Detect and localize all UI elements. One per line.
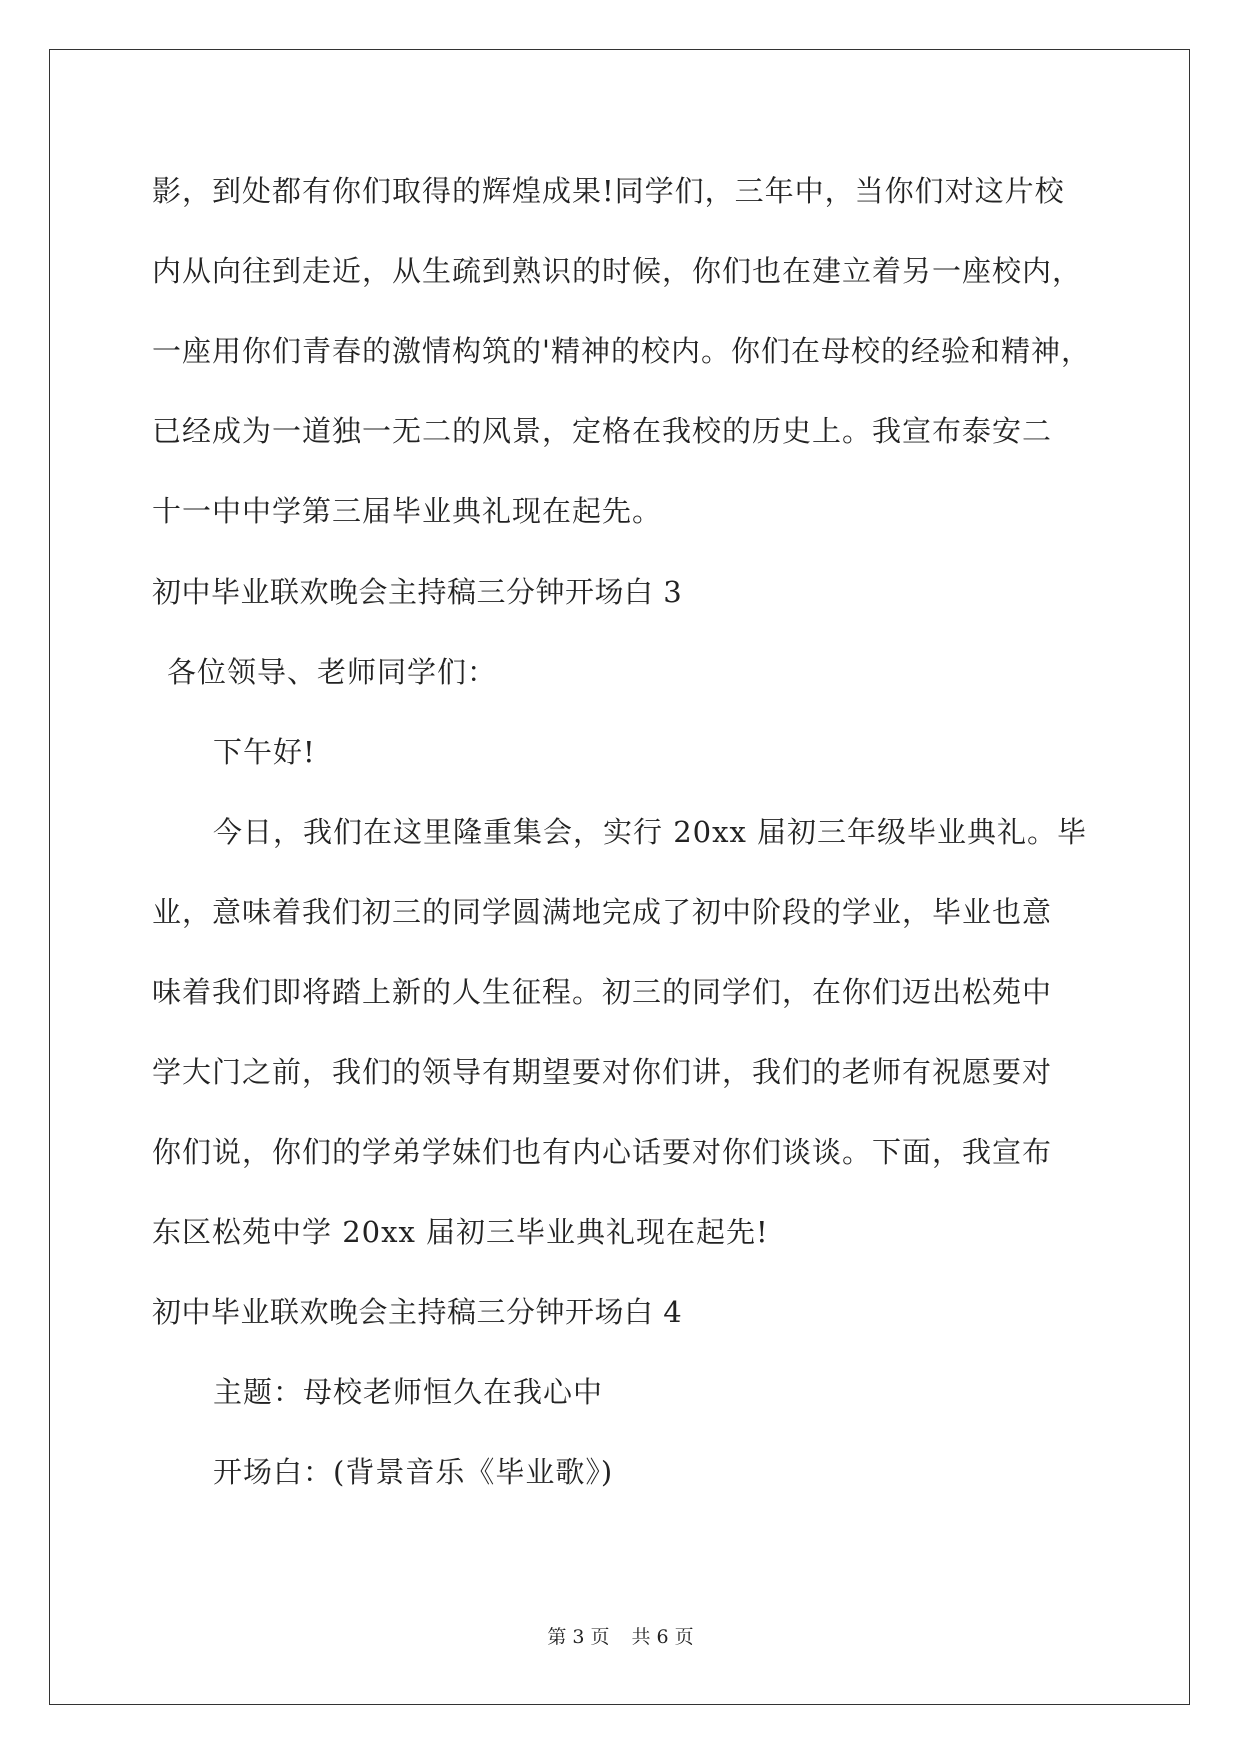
paragraph-line: 十一中中学第三届毕业典礼现在起先。	[152, 494, 663, 528]
page-number: 第 3 页	[547, 1626, 610, 1648]
paragraph-line: 今日，我们在这里隆重集会，实行 20xx 届初三年级毕业典礼。毕	[213, 815, 1088, 849]
page-total: 共 6 页	[631, 1626, 694, 1648]
paragraph-line: 你们说，你们的学弟学妹们也有内心话要对你们谈谈。下面，我宣布	[152, 1135, 1053, 1169]
section-heading: 初中毕业联欢晚会主持稿三分钟开场白 3	[152, 575, 683, 609]
section-heading: 初中毕业联欢晚会主持稿三分钟开场白 4	[152, 1295, 683, 1329]
paragraph-line: 一座用你们青春的激情构筑的'精神的校内。你们在母校的经验和精神，	[152, 334, 1091, 368]
paragraph-line: 学大门之前，我们的领导有期望要对你们讲，我们的老师有祝愿要对	[152, 1055, 1053, 1089]
paragraph-line: 内从向往到走近，从生疏到熟识的时候，你们也在建立着另一座校内，	[152, 254, 1083, 288]
theme-line: 主题：母校老师恒久在我心中	[213, 1375, 604, 1409]
paragraph-line: 影，到处都有你们取得的辉煌成果!同学们，三年中，当你们对这片校	[152, 174, 1065, 208]
page-footer	[0, 1624, 1241, 1650]
paragraph-line: 业，意味着我们初三的同学圆满地完成了初中阶段的学业，毕业也意	[152, 895, 1053, 929]
paragraph-line: 味着我们即将踏上新的人生征程。初三的同学们，在你们迈出松苑中	[152, 975, 1053, 1009]
greeting: 下午好!	[213, 735, 316, 769]
paragraph-line: 已经成为一道独一无二的风景，定格在我校的历史上。我宣布泰安二	[152, 414, 1053, 448]
salutation: 各位领导、老师同学们：	[167, 655, 498, 689]
paragraph-line: 东区松苑中学 20xx 届初三毕业典礼现在起先!	[152, 1215, 769, 1249]
opening-line: 开场白：(背景音乐《毕业歌》)	[213, 1455, 614, 1489]
